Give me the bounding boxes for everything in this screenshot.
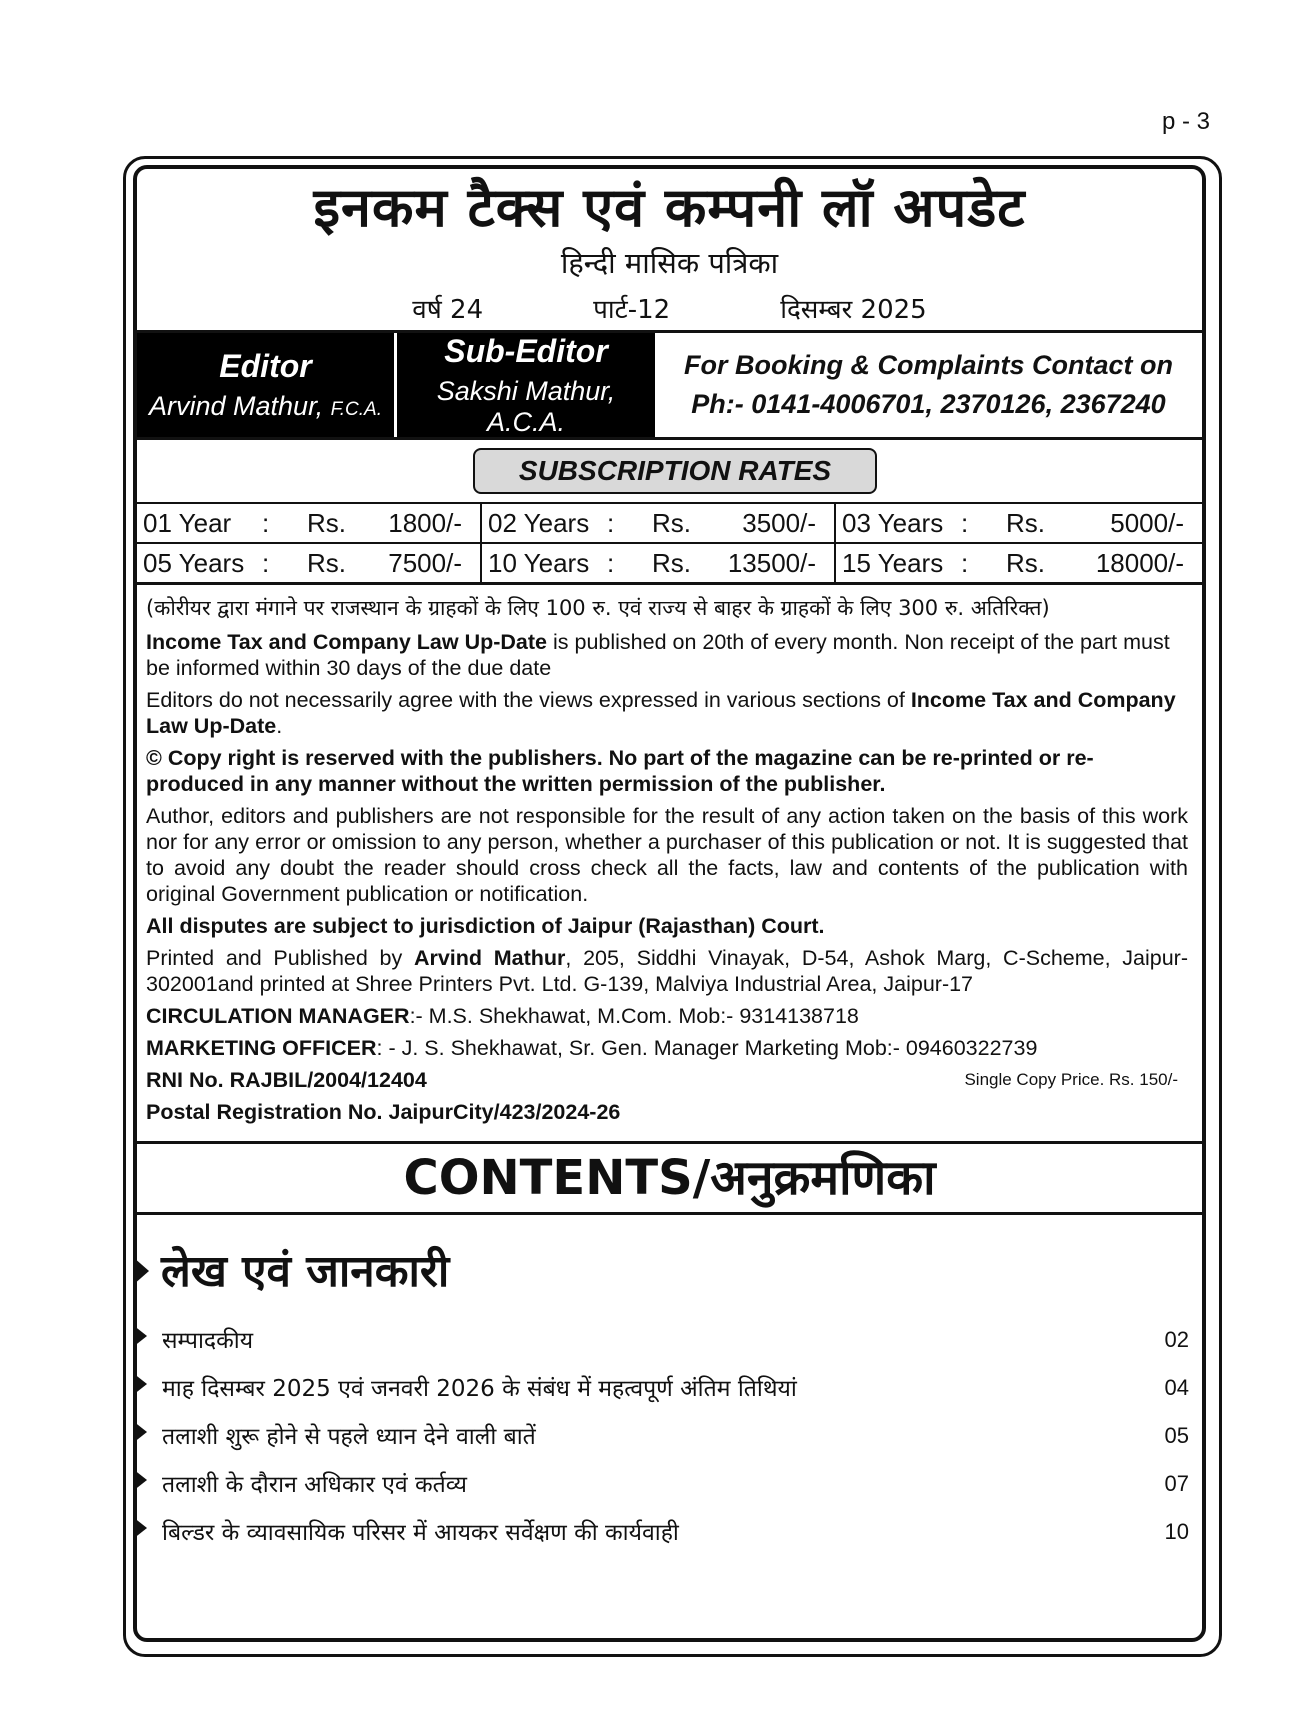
bullet-arrow-icon <box>133 1469 147 1491</box>
bullet-arrow-icon <box>133 1517 147 1539</box>
postal-registration: Postal Registration No. JaipurCity/423/2024-26 <box>146 1100 621 1124</box>
editor-heading: Editor <box>219 348 312 384</box>
sub-editor-cell <box>397 333 655 437</box>
contact-heading: For Booking & Complaints Contact on <box>684 350 1173 380</box>
editor-table <box>137 330 1202 440</box>
toc-item: माह दिसम्बर 2025 एवं जनवरी 2026 के संबंध में महत्वपूर्ण अंतिम तिथियां 04 <box>137 1363 1202 1411</box>
rate-cell: 01 Year : Rs. 1800/- <box>137 504 482 544</box>
toc-list <box>137 1315 1202 1555</box>
issue-info <box>137 290 1202 330</box>
issue-part: पार्ट-12 <box>593 295 671 325</box>
rate-cell: 02 Years : Rs. 3500/- <box>482 504 836 544</box>
editor-name: Arvind Mathur, F.C.A. <box>149 391 382 421</box>
circulation-manager: CIRCULATION MANAGER:- M.S. Shekhawat, M.Com. Mob:- 9314138718 <box>146 1004 859 1028</box>
contents-heading: CONTENTS/अनुक्रमणिका <box>137 1141 1202 1215</box>
subscription-header <box>137 440 1202 504</box>
subscription-heading: SUBSCRIPTION RATES <box>473 448 877 494</box>
toc-item: सम्पादकीय 02 <box>137 1315 1202 1363</box>
subscription-rates-grid <box>137 504 1202 585</box>
publication-info <box>137 585 1202 1125</box>
magazine-title: इनकम टैक्स एवं कम्पनी लॉ अपडेट <box>313 176 1026 239</box>
courier-note: (कोरीयर द्वारा मंगाने पर राजस्थान के ग्राहकों के लिए 100 रु. एवं राज्य से बाहर के ग्राहकों के लिए 300 रु. अतिरिक्त) <box>146 596 1050 620</box>
page-number: p - 3 <box>1161 108 1210 135</box>
printer-info: Printed and Published by Arvind Mathur, 205, Siddhi Vinayak, D-54, Ashok Marg, C-Scheme, Jaipur-302001and printed at Shree Printers Pvt. Ltd. G-139, Malviya Industrial Area, Jaipur-17 <box>146 946 1188 996</box>
liability-disclaimer: Author, editors and publishers are not responsible for the result of any action taken on the basis of this work nor for any error or omission to any person, whether a purchaser of this publication or not. It is suggested that to avoid any doubt the reader should cross check all the facts, law and contents of the publication with original Government publication or notification. <box>146 804 1188 906</box>
sub-editor-name: Sakshi Mathur, A.C.A. <box>436 375 616 437</box>
single-copy-price: Single Copy Price. Rs. 150/- <box>964 1070 1178 1089</box>
views-disclaimer: Editors do not necessarily agree with the views expressed in various sections of Income Tax and Company Law Up-Date. <box>146 688 1176 738</box>
rate-cell: 03 Years : Rs. 5000/- <box>836 504 1202 544</box>
magazine-subtitle: हिन्दी मासिक पत्रिका <box>560 246 779 280</box>
rate-cell: 15 Years : Rs. 18000/- <box>842 548 1184 578</box>
bullet-arrow-icon <box>133 1421 147 1443</box>
toc-item: तलाशी के दौरान अधिकार एवं कर्तव्य 07 <box>137 1459 1202 1507</box>
jurisdiction-note: All disputes are subject to jurisdiction of Jaipur (Rajasthan) Court. <box>146 914 825 938</box>
issue-month: दिसम्बर 2025 <box>780 295 927 325</box>
rni-number: RNI No. RAJBIL/2004/12404 <box>146 1068 427 1092</box>
bullet-arrow-icon <box>133 1373 147 1395</box>
toc-item: तलाशी शुरू होने से पहले ध्यान देने वाली बातें 05 <box>137 1411 1202 1459</box>
marketing-officer: MARKETING OFFICER: - J. S. Shekhawat, Sr. Gen. Manager Marketing Mob:- 09460322739 <box>146 1036 1038 1060</box>
publication-schedule: Income Tax and Company Law Up-Date is published on 20th of every month. Non receipt of the part must be informed within 30 days of the due date <box>146 630 1170 680</box>
section-title: लेख एवं जानकारी <box>161 1246 450 1297</box>
copyright-notice: © Copy right is reserved with the publishers. No part of the magazine can be re-printed or re-produced in any manner without the written permission of the publisher. <box>146 746 1094 796</box>
bullet-arrow-icon <box>133 1325 147 1347</box>
sub-editor-heading: Sub-Editor <box>444 332 608 369</box>
main-frame <box>133 165 1206 1642</box>
rate-cell: 05 Years : Rs. 7500/- <box>137 544 482 582</box>
rni-row <box>146 1067 1188 1093</box>
rate-cell: 10 Years : Rs. 13500/- <box>482 544 836 582</box>
section-header <box>137 1215 1202 1315</box>
section-arrow-icon <box>133 1257 149 1285</box>
contact-phone: Ph:- 0141-4006701, 2370126, 2367240 <box>691 389 1166 419</box>
editor-cell <box>137 333 397 437</box>
toc-item: बिल्डर के व्यावसायिक परिसर में आयकर सर्वेक्षण की कार्यवाही 10 <box>137 1507 1202 1555</box>
issue-year: वर्ष 24 <box>412 295 484 325</box>
contact-cell <box>655 333 1202 437</box>
